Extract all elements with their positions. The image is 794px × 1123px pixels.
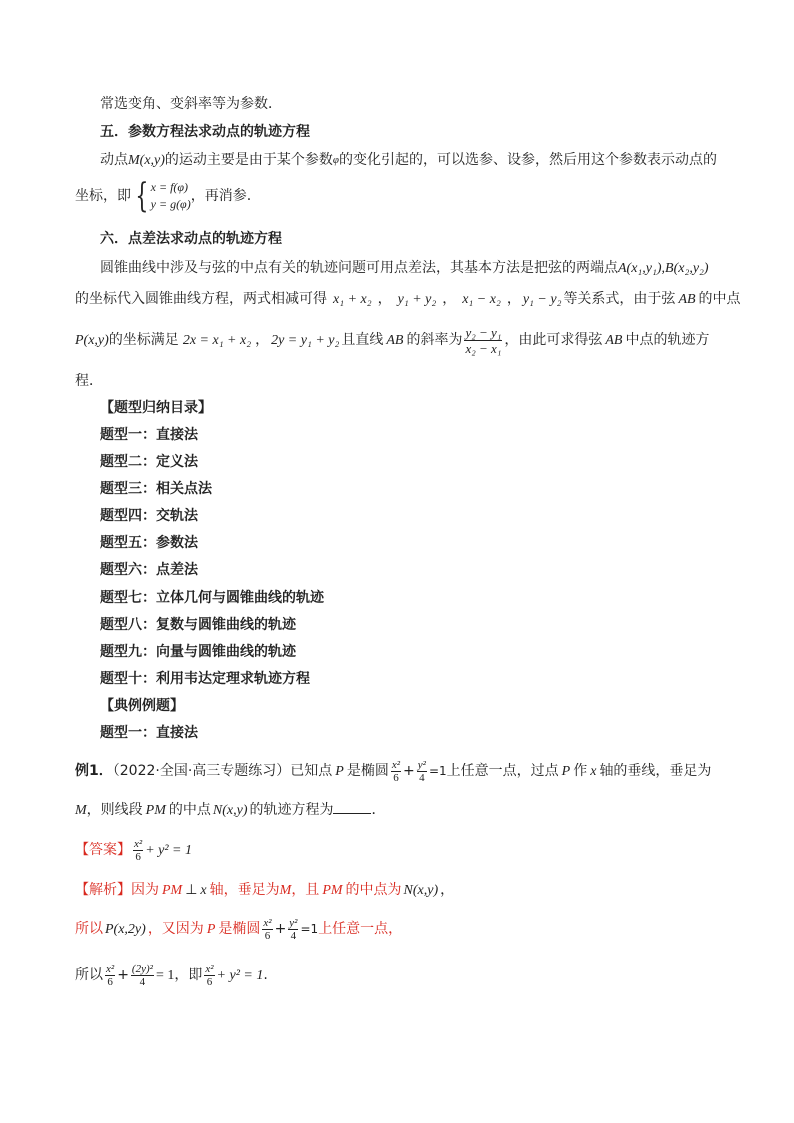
intro-tail: 常选变角、变斜率等为参数． (100, 96, 282, 112)
text: （2022·全国·高三专题练习）已知点 (112, 763, 333, 779)
example-1-analysis-line-1 (75, 879, 454, 902)
math-P: P(x,2y) (105, 922, 146, 937)
text: 的斜率为 (406, 332, 463, 348)
catalog-item: 题型四：交轨法 (100, 508, 198, 524)
math-P: P (206, 922, 216, 937)
fraction-denominator: 4 (131, 975, 154, 988)
example-1-question-line-2 (75, 799, 385, 822)
section-5-para-line-1 (100, 149, 717, 172)
plus-sign: + (117, 967, 129, 983)
text: 且直线 (341, 332, 384, 348)
catalog-item: 题型十：利用韦达定理求轨迹方程 (100, 671, 310, 687)
text: 圆锥曲线中涉及与弦的中点有关的轨迹问题可用点差法，其基本方法是把弦的两端点 (100, 260, 618, 276)
text: ，又因为 (147, 921, 204, 937)
text: 因为 (131, 882, 159, 898)
catalog-item: 题型九：向量与圆锥曲线的轨迹 (100, 644, 296, 660)
math-PM: PM (322, 883, 343, 898)
fraction-y2-4 (288, 917, 298, 942)
text: 所以 (75, 921, 103, 937)
math-expr: 2x = x₁ + x₂ (182, 333, 252, 348)
text: 上任意一点，过点 (446, 763, 559, 779)
math-M: M (279, 883, 292, 898)
text: 所以 (75, 967, 103, 983)
math-AB: AB (605, 333, 623, 348)
perp-symbol: ⊥ (185, 882, 198, 898)
case-x: x = f(φ) (150, 180, 189, 194)
section-6-line-4: 程． (75, 373, 103, 389)
text: ，则线段 (86, 802, 143, 818)
text: 坐标，即 (75, 188, 131, 204)
catalog-item: 题型七：立体几何与圆锥曲线的轨迹 (100, 590, 324, 606)
text: ，由此可求得弦 (504, 332, 603, 348)
math-expr: y₁ − y₂ (522, 292, 562, 307)
catalog-item: 题型一：直接法 (100, 427, 198, 443)
example-1-analysis-line-3 (75, 958, 268, 993)
math-expr: + y² = 1 (145, 843, 192, 858)
fraction-numerator: x² (391, 758, 401, 771)
fraction-2y2-4 (131, 963, 154, 988)
text: 的坐标代入圆锥曲线方程，两式相减可得 (75, 291, 327, 307)
math-PM: PM (145, 803, 166, 818)
text: 轴的垂线，垂足为 (599, 763, 712, 779)
answer-label: 【答案】 (75, 842, 131, 858)
plus-sign: + (403, 763, 415, 779)
fraction-numerator: x² (205, 962, 214, 975)
plus-sign: + (274, 921, 287, 937)
fraction-denominator: 6 (391, 771, 401, 784)
catalog-item: 题型六：点差法 (100, 562, 198, 578)
fraction-numerator: x² (134, 837, 143, 850)
fraction-numerator: x² (263, 916, 272, 929)
text: 的变化引起的，可以选参、设参，然后用这个参数表示动点的 (339, 152, 718, 168)
catalog-item: 题型二：定义法 (100, 454, 198, 470)
example-1-answer (75, 833, 192, 868)
text: ，即 (174, 967, 203, 983)
fraction-x2-6 (105, 963, 115, 988)
math-AB: AB (678, 292, 696, 307)
math-expr: y₁ + y₂ (397, 292, 437, 307)
math-N: N(x,y) (212, 803, 248, 818)
examples-heading: 【典例例题】 (100, 698, 184, 714)
equals-one: = 1 (155, 968, 175, 983)
fraction-x2-6 (133, 838, 143, 863)
text: 的中点 (698, 291, 741, 307)
text: 的轨迹方程为 (249, 802, 334, 818)
equals-one: =1 (428, 764, 447, 778)
fraction-denominator: 6 (262, 929, 272, 942)
math-N: N(x,y) (403, 883, 439, 898)
math-P: P (561, 764, 571, 779)
catalog-heading: 【题型归纳目录】 (100, 400, 212, 416)
fraction-denominator: 6 (204, 975, 214, 988)
text: 的运动主要是由于某个参数 (164, 152, 333, 168)
math-endpoints: A(x₁,y₁),B(x₂,y₂) (618, 261, 709, 276)
text: 动点 (100, 152, 128, 168)
catalog-item: 题型五：参数法 (100, 535, 198, 551)
math-M: M(x,y) (128, 153, 165, 168)
math-expr: x₁ − x₂ (462, 292, 501, 307)
section-5-para-line-2 (75, 178, 251, 214)
math-P: P(x,y) (75, 333, 109, 348)
math-x: x (590, 764, 597, 779)
slope-fraction (464, 325, 502, 356)
fraction-x2-6 (391, 759, 401, 784)
math-phi: φ (332, 154, 340, 166)
catalog-item: 题型八：复数与圆锥曲线的轨迹 (100, 617, 296, 633)
math-expr: x₁ + x₂ (333, 292, 372, 307)
section-6-line-3: P(x,y)的坐标满足 2x = x₁ + x₂ ， 2y = y₁ + y₂ 且直线 AB 的斜率为 $\frac{\text{y₂ − y₁}}{\text{x₂ − x₁}}$ ，由此可求得弦 AB 中点的轨迹方 (75, 324, 710, 356)
examples-type-1: 题型一：直接法 (100, 725, 198, 741)
left-brace: { (135, 176, 149, 216)
text: 上任意一点， (318, 921, 403, 937)
text: 是椭圆 (218, 921, 261, 937)
fraction-x2-6 (204, 963, 214, 988)
math-PM: PM (162, 883, 183, 898)
case-y: y = g(φ) (150, 197, 191, 211)
fraction-denominator: 6 (133, 850, 143, 863)
section-6-line-1 (100, 257, 709, 280)
math-expr: + y² = 1 (216, 968, 264, 983)
text: ，且 (291, 882, 320, 898)
example-label: 例1． (75, 763, 113, 779)
fraction-numerator: y² (289, 916, 298, 929)
text: . (263, 967, 268, 983)
fraction-numerator: y₂ − y₁ (465, 324, 502, 340)
text: ， (440, 882, 455, 898)
fraction-numerator: (2y)² (131, 962, 153, 975)
equals-one: =1 (300, 922, 319, 936)
math-M: M (75, 803, 87, 818)
text: 的坐标满足 (108, 332, 179, 348)
text: 作 (573, 763, 588, 779)
text: 的中点为 (345, 882, 402, 898)
section-6-line-2: 的坐标代入圆锥曲线方程，两式相减可得 x₁ + x₂ ， y₁ + y₂ ， x₁ − x₂ ， y₁ − y₂ 等关系式，由于弦 AB 的中点 (75, 291, 741, 307)
parametric-cases (151, 179, 191, 213)
text: 的中点 (168, 802, 211, 818)
fraction-y2-4 (417, 759, 427, 784)
catalog-item: 题型三：相关点法 (100, 481, 212, 497)
answer-blank (333, 801, 371, 814)
fraction-denominator: 6 (105, 975, 115, 988)
fraction-denominator: 4 (288, 929, 298, 942)
fraction-numerator: y² (417, 758, 426, 771)
math-x: x (200, 883, 207, 898)
section-6-heading: 六．点差法求动点的轨迹方程 (100, 231, 282, 247)
math-AB: AB (386, 333, 404, 348)
text: ． (371, 802, 386, 818)
fraction-numerator: x² (106, 962, 115, 975)
math-P: P (335, 764, 344, 779)
analysis-label: 【解析】 (75, 882, 131, 898)
fraction-x2-6 (262, 917, 272, 942)
fraction-denominator: 4 (417, 771, 427, 784)
text: 中点的轨迹方 (625, 332, 710, 348)
fraction-denominator: x₂ − x₁ (465, 340, 502, 356)
text: ，再消参. (190, 188, 252, 204)
text: 是椭圆 (346, 763, 389, 779)
section-5-heading: 五．参数方程法求动点的轨迹方程 (100, 124, 310, 140)
example-1-question-line-1 (75, 754, 711, 789)
text: 等关系式，由于弦 (563, 291, 676, 307)
math-expr: 2y = y₁ + y₂ (271, 333, 340, 348)
example-1-analysis-line-2 (75, 912, 402, 947)
text: 轴，垂足为 (209, 882, 280, 898)
